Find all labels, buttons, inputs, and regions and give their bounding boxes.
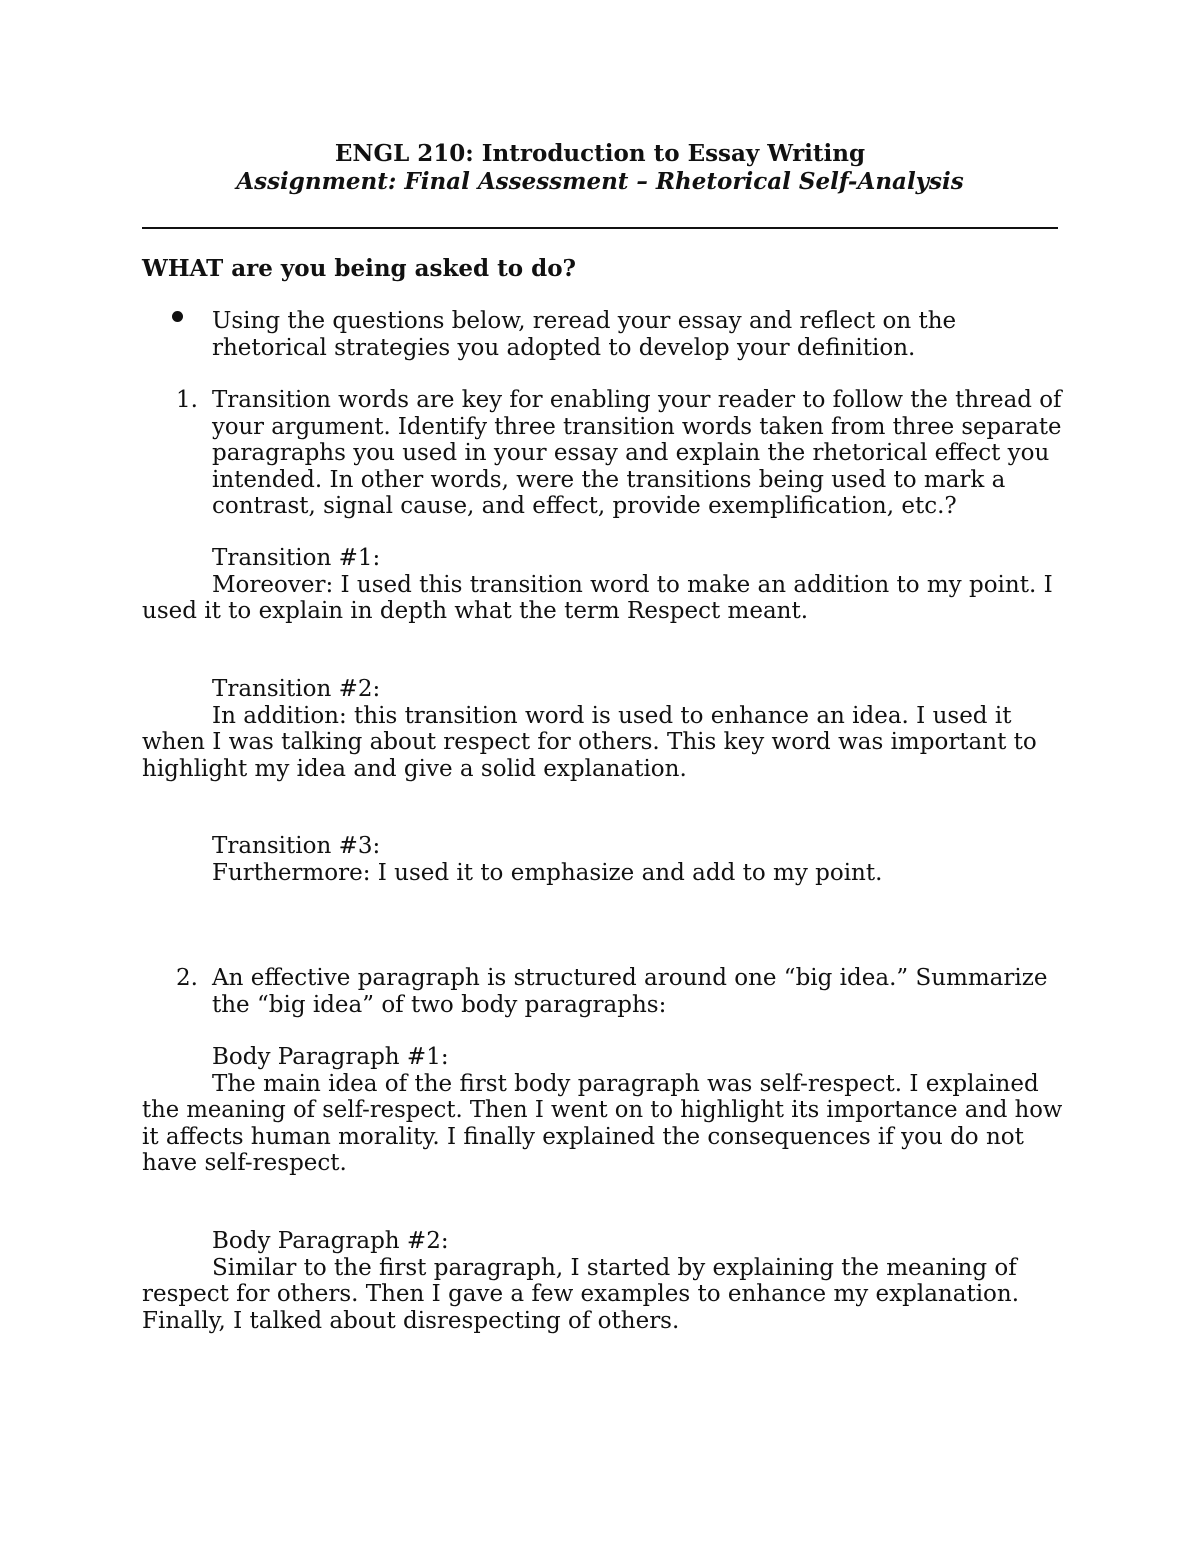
answer-line: it affects human morality. I finally explained the consequences if you do not (142, 1123, 1024, 1150)
question-number: 2. (176, 965, 198, 991)
bullet-line: rhetorical strategies you adopted to develop your definition. (212, 334, 916, 361)
answer-line: The main idea of the first body paragraph was self-respect. I explained (212, 1070, 1039, 1097)
header-divider (142, 227, 1058, 229)
course-title: ENGL 210: Introduction to Essay Writing (334, 140, 866, 167)
answer-line: In addition: this transition word is used to enhance an idea. I used it (212, 702, 1012, 729)
answer-line: the meaning of self-respect. Then I went on to highlight its importance and how (142, 1097, 1063, 1123)
question-line: the “big idea” of two body paragraphs: (212, 991, 667, 1018)
answer-line: have self-respect. (142, 1150, 347, 1176)
answer-label: Body Paragraph #2: (212, 1228, 449, 1254)
question-line: Transition words are key for enabling your reader to follow the thread of (212, 387, 1062, 413)
question-line: intended. In other words, were the transitions being used to mark a (212, 466, 1006, 493)
bullet-dot-icon (172, 311, 183, 322)
bullet-line: Using the questions below, reread your essay and reflect on the (212, 308, 957, 334)
answer-line: Moreover: I used this transition word to make an addition to my point. I (212, 571, 1053, 598)
question-line: An effective paragraph is structured around one “big idea.” Summarize (212, 965, 1048, 991)
answer-label: Body Paragraph #1: (212, 1044, 449, 1070)
question-number: 1. (176, 387, 198, 413)
answer-label: Transition #3: (212, 833, 381, 859)
answer-line: Similar to the first paragraph, I started by explaining the meaning of (212, 1254, 1017, 1281)
answer-line: highlight my idea and give a solid explanation. (142, 755, 687, 782)
answer-line: used it to explain in depth what the term Respect meant. (142, 598, 809, 624)
section-heading: WHAT are you being asked to do? (142, 255, 577, 282)
answer-line: Furthermore: I used it to emphasize and add to my point. (212, 859, 883, 886)
answer-label: Transition #2: (212, 676, 381, 702)
assignment-title: Assignment: Final Assessment – Rhetorical Self-Analysis (236, 168, 964, 195)
question-line: paragraphs you used in your essay and explain the rhetorical effect you (212, 440, 1050, 466)
answer-label: Transition #1: (212, 545, 381, 571)
answer-line: respect for others. Then I gave a few examples to enhance my explanation. (142, 1281, 1020, 1307)
answer-line: when I was talking about respect for others. This key word was important to (142, 729, 1037, 755)
question-line: your argument. Identify three transition words taken from three separate (212, 413, 1062, 440)
answer-line: Finally, I talked about disrespecting of others. (142, 1307, 680, 1334)
question-line: contrast, signal cause, and effect, provide exemplification, etc.? (212, 493, 957, 519)
